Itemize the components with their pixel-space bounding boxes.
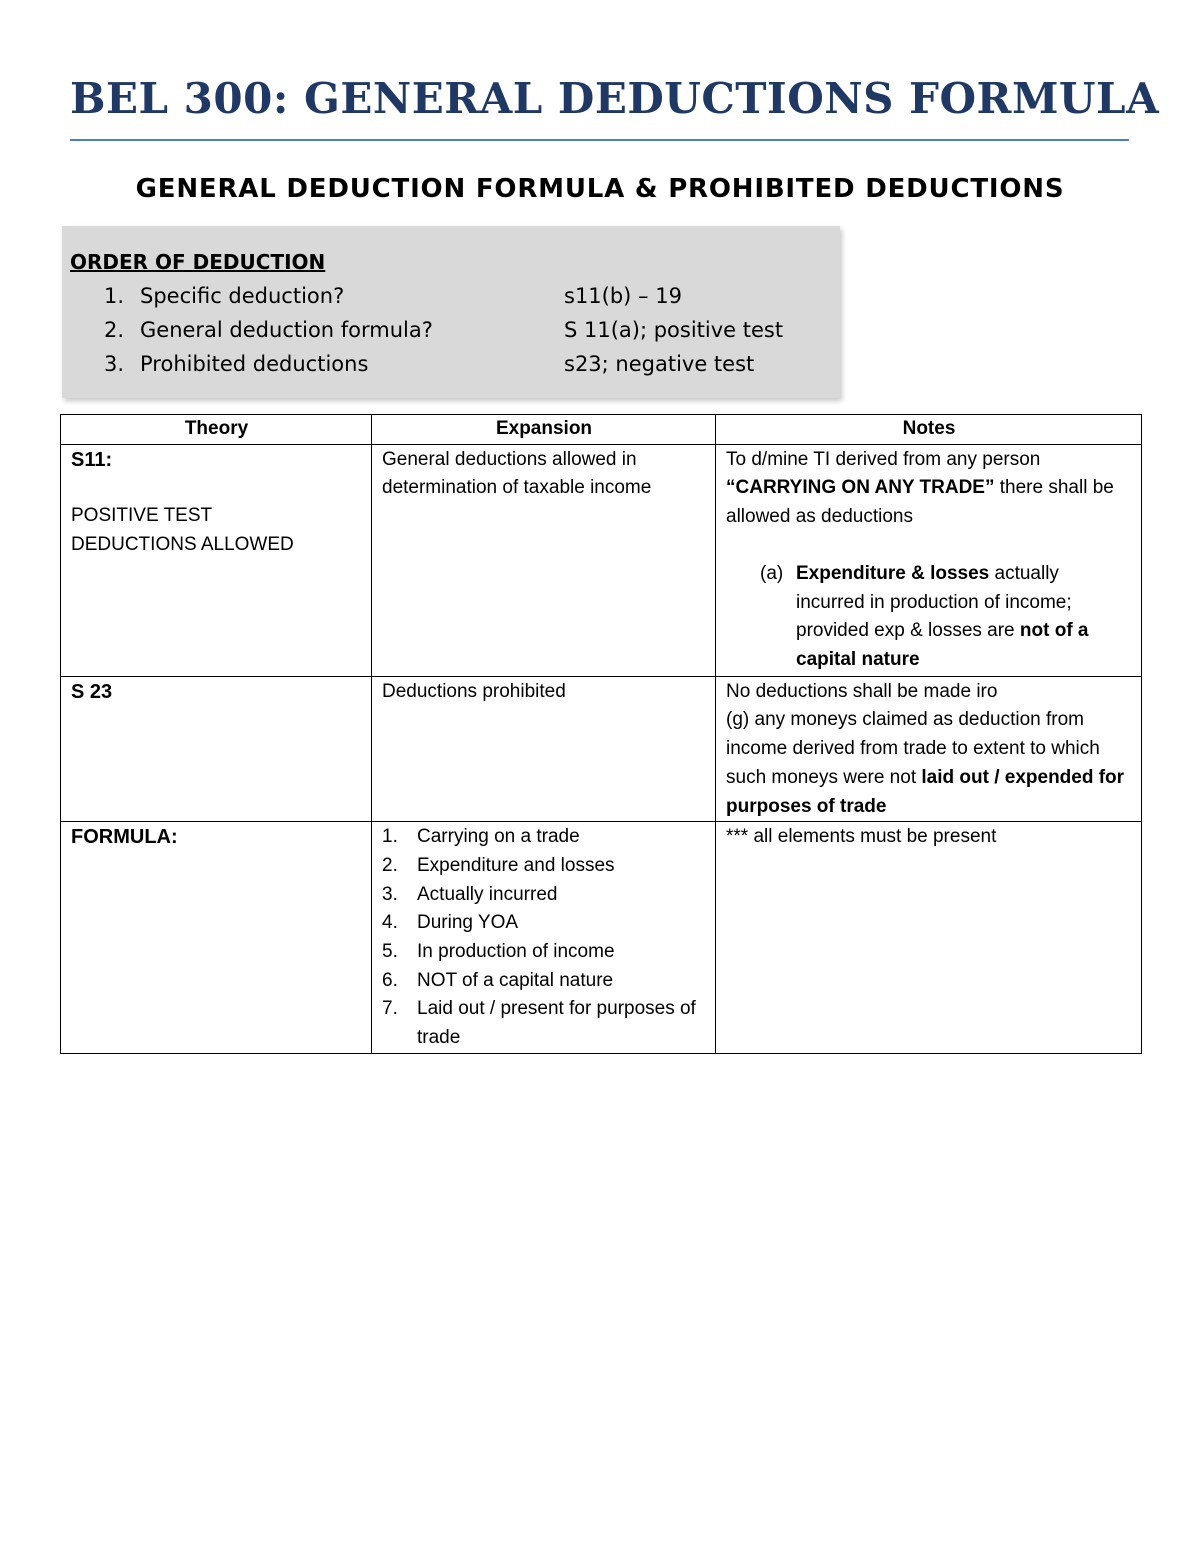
- table-header-row: [61, 415, 1142, 445]
- theory-cell: S 23: [61, 676, 372, 822]
- notes-emphasis: not of a capital nature: [796, 620, 1089, 670]
- notes-text: there shall be allowed as deductions: [726, 477, 1114, 528]
- notes-emphasis: Expenditure & losses: [796, 562, 990, 584]
- list-item: [382, 909, 706, 938]
- list-item-text: NOT of a capital nature: [417, 969, 614, 991]
- expansion-cell: [372, 822, 716, 1054]
- list-item-text: Expenditure and losses: [417, 854, 615, 876]
- order-item-label: Prohibited deductions: [140, 352, 369, 376]
- theory-line: DEDUCTIONS ALLOWED: [71, 534, 294, 556]
- notes-emphasis: laid out / expended for purposes of trade: [726, 766, 1125, 817]
- list-item: [382, 852, 706, 881]
- list-item-number: 7.: [382, 998, 398, 1020]
- expansion-cell: Deductions prohibited: [372, 676, 716, 822]
- notes-text: (g) any moneys claimed as deduction from income derived from trade to extent to which such moneys were not: [726, 709, 1100, 788]
- notes-cell: [716, 444, 1142, 676]
- order-item-label: General deduction formula?: [140, 318, 433, 342]
- theory-cell: [61, 444, 372, 676]
- order-item-number: 2.: [104, 318, 125, 342]
- list-item: [382, 995, 706, 1052]
- order-item: [62, 284, 840, 318]
- notes-line: No deductions shall be made iro: [726, 680, 998, 702]
- theory-title: S11:: [71, 448, 113, 471]
- order-item: [62, 318, 840, 352]
- notes-cell: *** all elements must be present: [716, 822, 1142, 1054]
- list-item-number: 5.: [382, 941, 398, 963]
- header-theory: Theory: [61, 415, 372, 445]
- page-title: BEL 300: GENERAL DEDUCTIONS FORMULA: [70, 74, 1160, 123]
- list-item-number: 4.: [382, 912, 398, 934]
- list-item-text: Laid out / present for purposes of trade: [417, 998, 696, 1049]
- list-item-number: 1.: [382, 826, 398, 848]
- order-item-reference: s23; negative test: [564, 352, 755, 376]
- notes-sub-item: [760, 560, 1132, 675]
- notes-cell: [716, 676, 1142, 822]
- section-subtitle: GENERAL DEDUCTION FORMULA & PROHIBITED DEDUCTIONS: [135, 174, 1065, 204]
- list-item-number: 3.: [382, 883, 398, 905]
- formula-list: [382, 823, 706, 1053]
- list-item: [382, 823, 706, 852]
- notes-emphasis: “CARRYING ON ANY TRADE”: [726, 477, 995, 499]
- header-expansion: Expansion: [372, 415, 716, 445]
- order-item-number: 1.: [104, 284, 125, 308]
- list-item-text: Actually incurred: [417, 883, 558, 905]
- notes-line: To d/mine TI derived from any person: [726, 448, 1041, 470]
- order-item-number: 3.: [104, 352, 125, 376]
- header-notes: Notes: [716, 415, 1142, 445]
- table-row: [61, 822, 1142, 1054]
- notes-paragraph: [726, 706, 1132, 821]
- list-item: [382, 967, 706, 996]
- list-item-text: During YOA: [417, 912, 519, 934]
- expansion-cell: General deductions allowed in determination of taxable income: [372, 444, 716, 676]
- list-item-text: Carrying on a trade: [417, 826, 580, 848]
- title-divider: [70, 139, 1129, 141]
- list-item-number: 2.: [382, 854, 398, 876]
- deductions-table: [60, 414, 1142, 1054]
- table-row: [61, 676, 1142, 822]
- list-item-text: In production of income: [417, 941, 615, 963]
- list-item: [382, 881, 706, 910]
- order-of-deduction-box: [62, 226, 840, 398]
- order-item: [62, 352, 840, 386]
- notes-text: actually incurred in production of income; provided exp & losses are: [796, 562, 1072, 642]
- theory-cell: FORMULA:: [61, 822, 372, 1054]
- order-heading: ORDER OF DEDUCTION: [70, 250, 326, 274]
- order-item-reference: s11(b) – 19: [564, 284, 682, 308]
- list-item: [382, 938, 706, 967]
- table-row: [61, 444, 1142, 676]
- order-item-reference: S 11(a); positive test: [564, 318, 784, 342]
- sub-item-marker: (a): [760, 562, 784, 584]
- list-item-number: 6.: [382, 969, 398, 991]
- notes-paragraph: [726, 474, 1132, 531]
- order-item-label: Specific deduction?: [140, 284, 345, 308]
- theory-line: POSITIVE TEST: [71, 505, 213, 527]
